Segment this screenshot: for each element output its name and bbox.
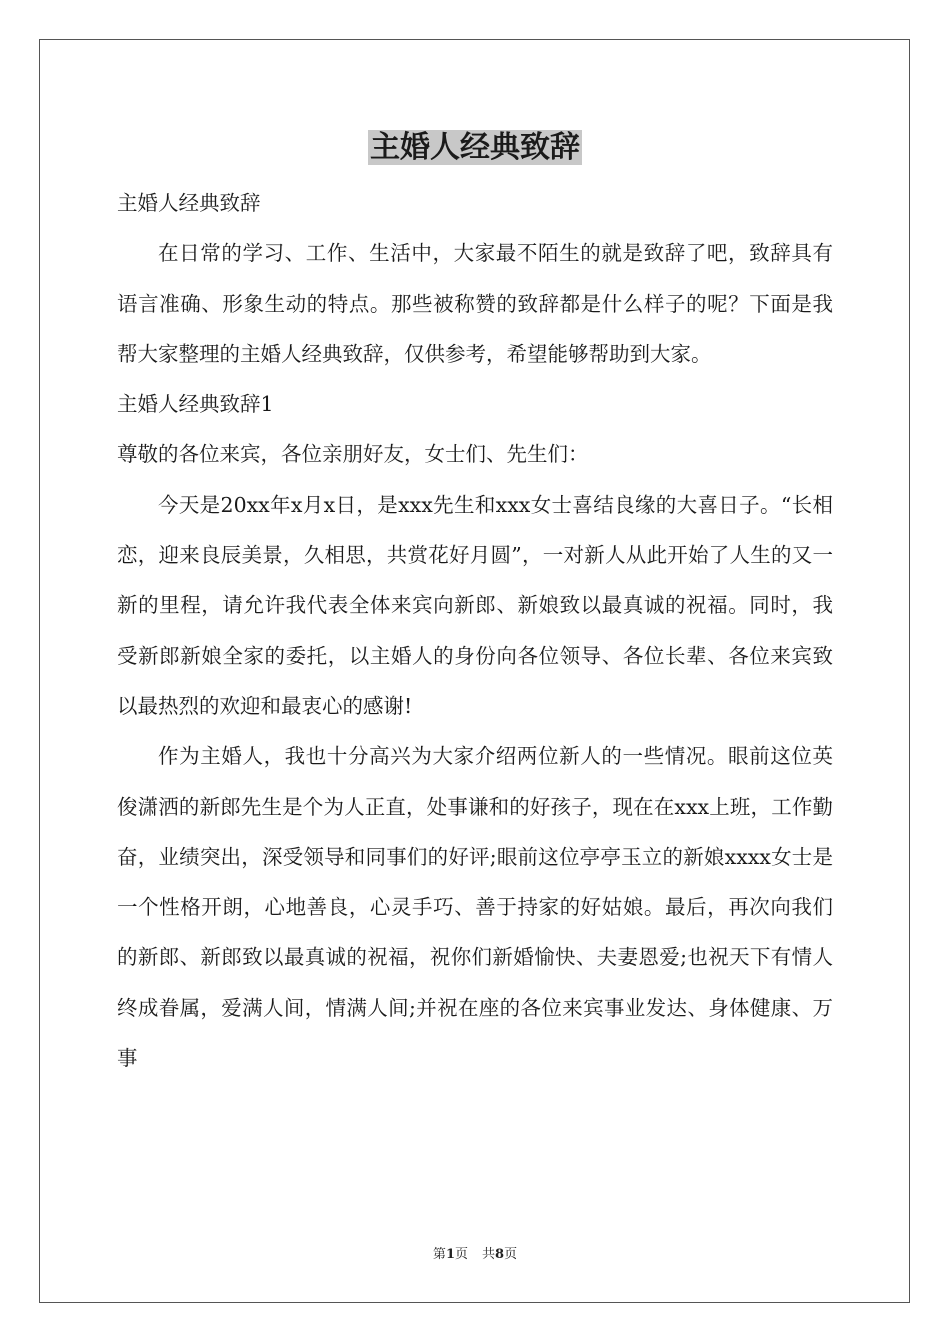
document-title-text: 主婚人经典致辞 <box>370 130 580 165</box>
footer-page-number: 1 <box>445 1247 455 1262</box>
footer-total-pages: 8 <box>495 1247 505 1262</box>
document-title <box>0 128 950 168</box>
page-footer <box>0 1245 950 1265</box>
paragraph-body-2: 作为主婚人，我也十分高兴为大家介绍两位新人的一些情况。眼前这位英俊潇洒的新郎先生是个为人正直，处事谦和的好孩子，现在在xxx上班，工作勤奋，业绩突出，深受领导和同事们的好评;眼前这位亭亭玉立的新娘xxxx女士是一个性格开朗，心地善良，心灵手巧、善于持家的好姑娘。最后，再次向我们的新郎、新郎致以最真诚的祝福，祝你们新婚愉快、夫妻恩爱;也祝天下有情人终成眷属，爱满人间，情满人间;并祝在座的各位来宾事业发达、身体健康、万事 <box>117 744 833 1071</box>
paragraph-subtitle: 主婚人经典致辞 <box>117 191 261 215</box>
footer-page-prefix: 第 <box>432 1247 446 1262</box>
paragraph-section-heading: 主婚人经典致辞1 <box>117 392 274 417</box>
paragraph-body-1: 今天是20xx年x月x日，是xxx先生和xxx女士喜结良缘的大喜日子。“长相恋，迎来良辰美景，久相思，共赏花好月圆”，一对新人从此开始了人生的又一新的里程，请允许我代表全体来宾向新郎、新娘致以最真诚的祝福。同时，我受新郎新娘全家的委托，以主婚人的身份向各位领导、各位长辈、各位来宾致以最热烈的欢迎和最衷心的感谢! <box>117 492 833 718</box>
paragraph-salutation: 尊敬的各位来宾，各位亲朋好友，女士们、先生们： <box>117 442 589 467</box>
footer-total-suffix: 页 <box>504 1247 518 1262</box>
document-body <box>117 178 833 1083</box>
footer-total-prefix: 共 <box>482 1247 496 1262</box>
paragraph-intro: 在日常的学习、工作、生活中，大家最不陌生的就是致辞了吧，致辞具有语言准确、形象生动的特点。那些被称赞的致辞都是什么样子的呢？下面是我帮大家整理的主婚人经典致辞，仅供参考，希望能够帮助到大家。 <box>117 241 833 366</box>
footer-page-suffix: 页 <box>454 1247 468 1262</box>
